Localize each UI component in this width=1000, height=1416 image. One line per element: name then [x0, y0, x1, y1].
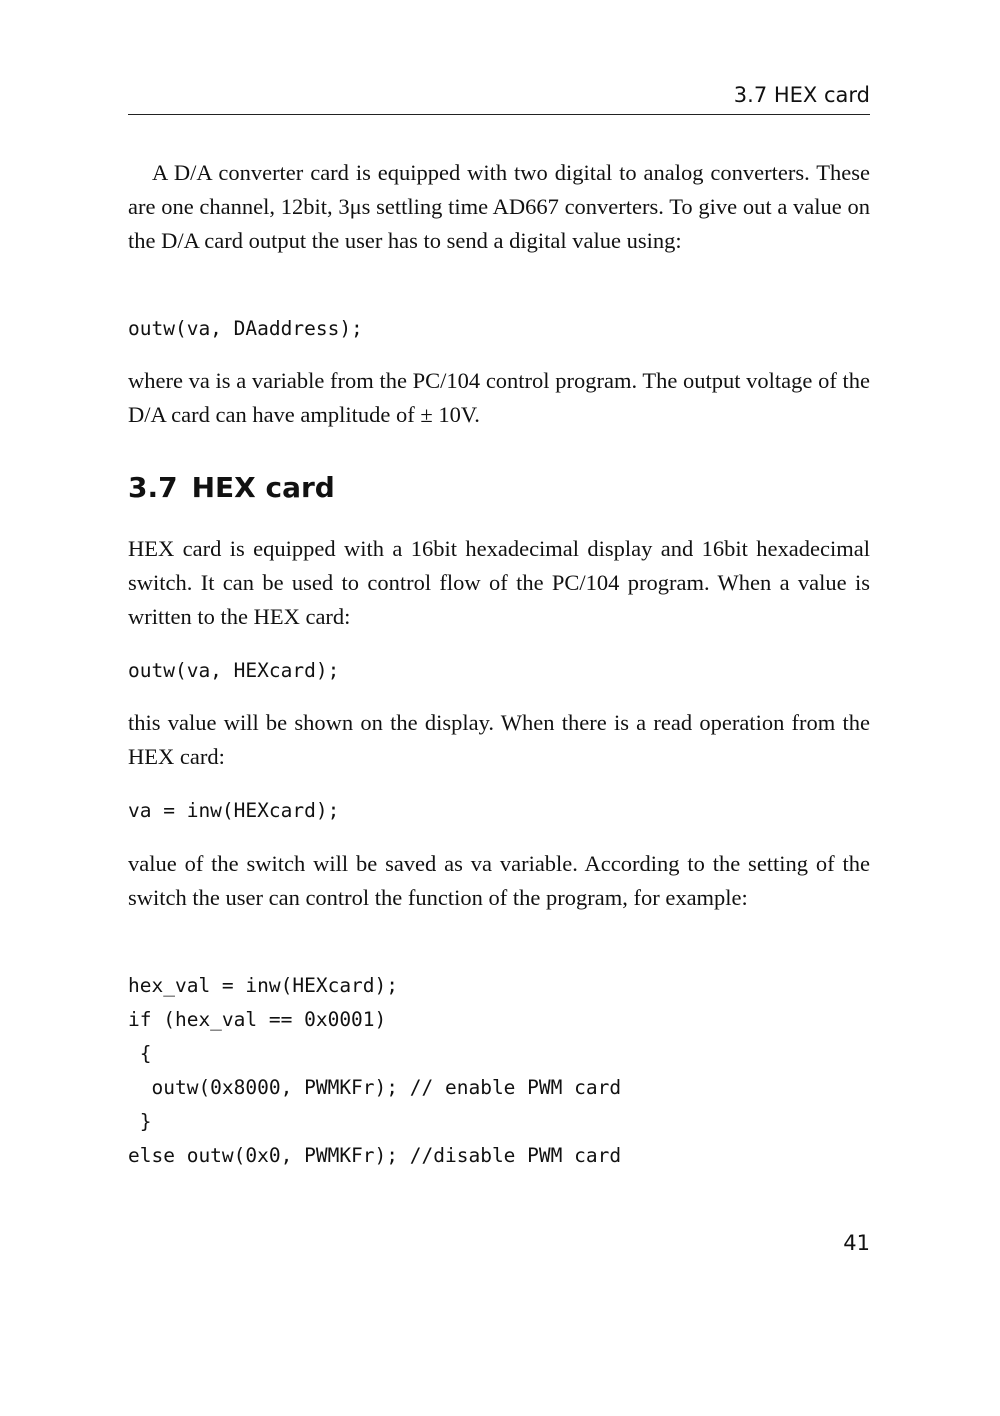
section-number: 3.7: [128, 471, 178, 504]
code-da-output: outw(va, DAaddress);: [128, 317, 363, 340]
page-number: 41: [843, 1231, 870, 1255]
running-header-title: 3.7 HEX card: [733, 83, 870, 107]
paragraph-hex-card-intro: HEX card is equipped with a 16bit hexadecimal display and 16bit hexadecimal switch. It can be used to control flow of the PC/104 program. When a value is written to the HEX card:: [128, 536, 870, 629]
paragraph-hex-display: this value will be shown on the display. When there is a read operation from the HEX card:: [128, 710, 870, 769]
paragraph-da-converter: A D/A converter card is equipped with two digital to analog converters. These are one channel, 12bit, 3μs settling time AD667 converters. To give out a value on the D/A card output the user has to send a digital value using:: [128, 160, 870, 253]
paragraph-da-amplitude: where va is a variable from the PC/104 control program. The output voltage of the D/A card can have amplitude of ± 10V.: [128, 368, 870, 427]
running-header: [128, 80, 870, 115]
section-heading: [128, 468, 335, 508]
code-hex-example: hex_val = inw(HEXcard); if (hex_val == 0x0001) { outw(0x8000, PWMKFr); // enable PWM card } else outw(0x0, PWMKFr); //disable PWM card: [128, 974, 622, 1167]
section-title: HEX card: [191, 471, 335, 504]
code-hex-read: va = inw(HEXcard);: [128, 799, 340, 822]
code-hex-write: outw(va, HEXcard);: [128, 659, 340, 682]
paragraph-hex-switch: value of the switch will be saved as va variable. According to the setting of the switch the user can control the function of the program, for example:: [128, 851, 870, 910]
